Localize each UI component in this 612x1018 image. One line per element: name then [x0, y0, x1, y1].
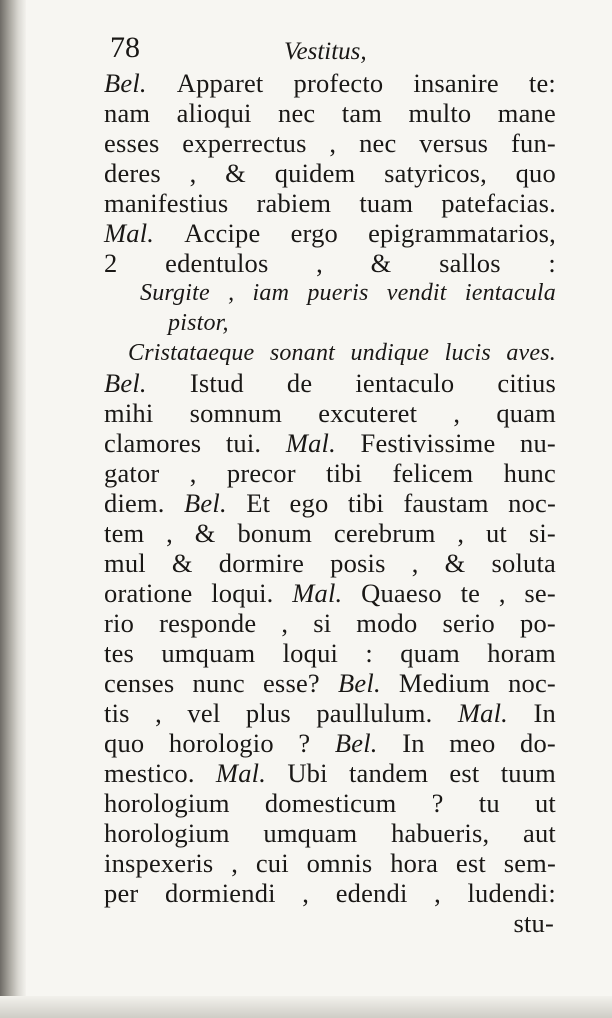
text-line: [104, 698, 556, 728]
word: umquam: [161, 638, 256, 668]
word: insanire: [413, 68, 499, 98]
word: experrectus: [182, 128, 307, 158]
word: ,: [453, 398, 461, 428]
word: se-: [524, 578, 556, 608]
text-line: [104, 218, 556, 248]
word: plus: [245, 698, 291, 728]
word: In: [402, 728, 425, 758]
running-head: Vestitus,: [284, 38, 367, 65]
word: :: [548, 248, 556, 278]
word: umquam: [263, 818, 358, 848]
word: sem-: [503, 848, 556, 878]
text-line: [104, 368, 556, 398]
word: ,: [228, 280, 235, 306]
text-line: [104, 638, 556, 668]
word: Bel.: [184, 488, 227, 518]
word: Istud: [189, 368, 244, 398]
word: censes: [104, 668, 175, 698]
word: tibi: [347, 488, 384, 518]
word: quo: [515, 158, 556, 188]
word: vendit: [386, 280, 447, 306]
word: dormire: [218, 548, 305, 578]
word: Bel.: [338, 668, 381, 698]
text-line: [104, 338, 556, 368]
word: meo: [449, 728, 496, 758]
word: pistor,: [168, 310, 229, 336]
word: horologium: [104, 818, 230, 848]
word: gator: [104, 458, 160, 488]
word: Mal.: [215, 758, 267, 788]
word: undique: [350, 340, 430, 366]
word: bonum: [237, 518, 313, 548]
word: tis: [104, 698, 130, 728]
word: ut: [534, 788, 556, 818]
binding-gutter: [0, 0, 26, 1018]
text-line: [104, 188, 556, 218]
text-line: [104, 878, 556, 908]
text-line: [104, 248, 556, 278]
word: loqui: [282, 638, 339, 668]
word: patefacias.: [441, 188, 556, 218]
word: omnis: [306, 848, 373, 878]
word: clamores: [104, 428, 202, 458]
word: rio: [104, 608, 135, 638]
word: &: [171, 548, 193, 578]
word: quam: [496, 398, 556, 428]
text-line: [104, 818, 556, 848]
text-line: [104, 308, 556, 338]
word: somnum: [189, 398, 283, 428]
word: nec: [278, 98, 316, 128]
word: felicem: [392, 458, 474, 488]
word: ?: [298, 728, 311, 758]
word: ergo: [290, 218, 338, 248]
word: sonant: [269, 340, 336, 366]
catchword: stu-: [513, 908, 554, 938]
word: hunc: [503, 458, 556, 488]
word: ego: [289, 488, 329, 518]
word: te: [460, 578, 481, 608]
word: quam: [400, 638, 460, 668]
text-line: [104, 578, 556, 608]
text-line: [104, 278, 556, 308]
word: Et: [246, 488, 271, 518]
word: Surgite: [140, 280, 210, 306]
word: esse?: [262, 668, 320, 698]
word: In: [533, 698, 556, 728]
word: Quaeso: [361, 578, 442, 608]
word: est: [455, 848, 486, 878]
word: diem.: [104, 488, 165, 518]
word: serio: [442, 608, 495, 638]
text-line: [104, 488, 556, 518]
word: horologio: [168, 728, 274, 758]
text-line: [104, 668, 556, 698]
catchword-line: [104, 908, 556, 938]
word: te:: [528, 68, 556, 98]
word: esses: [104, 128, 160, 158]
word: nam: [104, 98, 151, 128]
text-line: [104, 428, 556, 458]
word: per: [104, 878, 139, 908]
word: hora: [390, 848, 439, 878]
word: sallos: [439, 248, 501, 278]
word: vel: [187, 698, 221, 728]
word: &: [370, 248, 392, 278]
word: tandem: [348, 758, 429, 788]
page-bottom-edge: [0, 996, 612, 1018]
word: ,: [189, 158, 197, 188]
word: pueris: [307, 280, 369, 306]
text-line: [104, 68, 556, 98]
word: ?: [431, 788, 444, 818]
word: ,: [155, 698, 162, 728]
word: Mal.: [457, 698, 508, 728]
word: horologium: [104, 788, 230, 818]
word: multo: [408, 98, 472, 128]
word: deres: [104, 158, 161, 188]
text-line: [104, 398, 556, 428]
word: quidem: [274, 158, 356, 188]
word: horam: [487, 638, 556, 668]
word: &: [444, 548, 466, 578]
word: satyricos,: [384, 158, 487, 188]
word: noc-: [508, 488, 556, 518]
word: tes: [104, 638, 135, 668]
word: ut: [485, 518, 507, 548]
text-line: [104, 788, 556, 818]
word: est: [449, 758, 480, 788]
word: si: [313, 608, 332, 638]
word: tibi: [326, 458, 363, 488]
word: Apparet: [176, 68, 264, 98]
text-line: [104, 158, 556, 188]
word: ,: [316, 248, 323, 278]
word: nunc: [192, 668, 245, 698]
word: Mal.: [292, 578, 343, 608]
word: precor: [226, 458, 296, 488]
page-header: [104, 28, 556, 68]
text-line: [104, 518, 556, 548]
word: ,: [498, 578, 506, 608]
word: nec: [359, 128, 397, 158]
word: fun-: [510, 128, 556, 158]
word: mul: [104, 548, 146, 578]
word: iam: [252, 280, 290, 306]
text-block: [104, 28, 556, 938]
word: si-: [528, 518, 556, 548]
word: responde: [159, 608, 257, 638]
word: ,: [457, 518, 465, 548]
word: versus: [419, 128, 489, 158]
word: Ubi: [287, 758, 328, 788]
word: ientacula: [464, 280, 556, 306]
word: edendi: [335, 878, 408, 908]
word: Cristataeque: [128, 340, 255, 366]
word: de: [286, 368, 313, 398]
word: quo: [104, 728, 145, 758]
word: ,: [302, 878, 310, 908]
word: ludendi:: [467, 878, 556, 908]
word: edentulos: [165, 248, 269, 278]
word: alioqui: [176, 98, 252, 128]
word: aves.: [506, 340, 556, 366]
word: tem: [104, 518, 145, 548]
word: Festivissime: [360, 428, 496, 458]
word: domesticum: [264, 788, 397, 818]
word: Accipe: [184, 218, 261, 248]
word: faustam: [403, 488, 489, 518]
word: rabiem: [256, 188, 332, 218]
word: Bel.: [104, 68, 147, 98]
word: modo: [356, 608, 418, 638]
word: epigrammatarios,: [368, 218, 556, 248]
word: lucis: [444, 340, 491, 366]
word: ,: [189, 458, 197, 488]
word: cerebrum: [333, 518, 436, 548]
word: mihi: [104, 398, 154, 428]
word: Mal.: [285, 428, 336, 458]
word: 2: [104, 248, 118, 278]
word: ,: [166, 518, 173, 548]
text-line: [104, 98, 556, 128]
word: dormiendi: [165, 878, 276, 908]
word: excuteret: [318, 398, 418, 428]
word: tuam: [359, 188, 414, 218]
text-line: [104, 728, 556, 758]
text-line: [104, 458, 556, 488]
word: inspexeris: [104, 848, 214, 878]
word: manifestius: [104, 188, 229, 218]
word: po-: [520, 608, 556, 638]
word: ientaculo: [355, 368, 455, 398]
text-line: [104, 608, 556, 638]
word: Bel.: [334, 728, 378, 758]
word: aut: [523, 818, 556, 848]
word: do-: [520, 728, 556, 758]
word: paullulum.: [316, 698, 433, 728]
text-line: [104, 548, 556, 578]
text-line: [104, 848, 556, 878]
word: habueris,: [391, 818, 490, 848]
word: noc-: [508, 668, 556, 698]
word: ,: [329, 128, 337, 158]
word: Mal.: [104, 218, 155, 248]
text-line: [104, 128, 556, 158]
word: loqui.: [211, 578, 274, 608]
word: oratione: [104, 578, 193, 608]
page-number: 78: [110, 31, 140, 64]
word: Medium: [398, 668, 490, 698]
word: &: [194, 518, 216, 548]
word: tam: [341, 98, 383, 128]
text-line: [104, 758, 556, 788]
word: tu: [478, 788, 500, 818]
word: citius: [497, 368, 556, 398]
word: tui.: [225, 428, 262, 458]
word: Bel.: [104, 368, 147, 398]
word: tuum: [500, 758, 556, 788]
word: &: [225, 158, 246, 188]
word: soluta: [491, 548, 556, 578]
word: ,: [411, 548, 419, 578]
word: ,: [231, 848, 239, 878]
body-text: [104, 68, 556, 908]
word: ,: [434, 878, 441, 908]
word: mestico.: [104, 758, 195, 788]
word: nu-: [520, 428, 556, 458]
word: profecto: [293, 68, 384, 98]
word: ,: [281, 608, 289, 638]
word: :: [365, 638, 373, 668]
word: cui: [255, 848, 289, 878]
word: mane: [497, 98, 556, 128]
word: posis: [330, 548, 386, 578]
